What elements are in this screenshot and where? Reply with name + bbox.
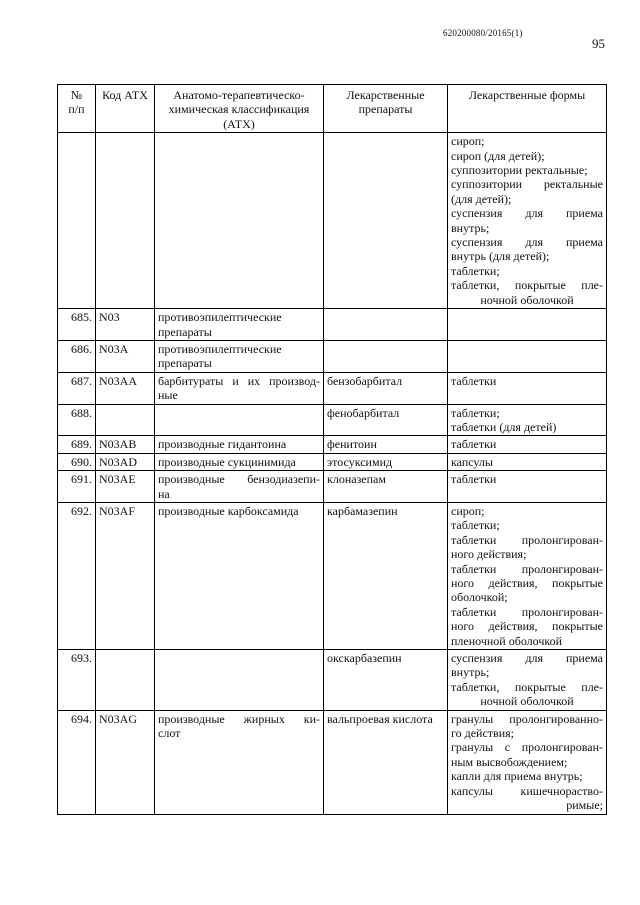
row-number: 692. xyxy=(58,502,96,649)
row-number: 694. xyxy=(58,710,96,814)
atx-classification xyxy=(155,502,324,649)
cell-line: фенобарбитал xyxy=(327,405,400,420)
cell-line: ночной оболочкой xyxy=(480,292,574,307)
cell-line: производные бензодиазепи- xyxy=(158,472,320,487)
page-number: 95 xyxy=(592,36,605,51)
cell-line: римые; xyxy=(566,798,603,813)
dosage-forms xyxy=(448,436,607,453)
cell-line: го действия; xyxy=(451,726,514,741)
cell-line: суппозитории ректальные xyxy=(451,177,603,192)
drug-name xyxy=(324,372,448,404)
dosage-forms xyxy=(448,404,607,436)
atx-classification xyxy=(155,133,324,309)
dosage-forms xyxy=(448,502,607,649)
atx-classification xyxy=(155,650,324,711)
table-row xyxy=(58,309,607,341)
dosage-forms xyxy=(448,133,607,309)
drug-name xyxy=(324,471,448,503)
cell-line: производные карбоксамида xyxy=(158,503,299,518)
row-number: 693. xyxy=(58,650,96,711)
cell-line: капсулы xyxy=(451,454,493,469)
drug-name xyxy=(324,340,448,372)
cell-line: пленочной оболочкой xyxy=(451,633,563,648)
cell-line: производные жирных ки- xyxy=(158,711,320,726)
cell-line: клоназепам xyxy=(327,472,386,487)
cell-line: таблетки xyxy=(451,373,497,388)
cell-line: сироп (для детей); xyxy=(451,148,545,163)
column-header-line: препараты xyxy=(358,102,413,117)
dosage-forms xyxy=(448,309,607,341)
drug-name xyxy=(324,502,448,649)
table-row xyxy=(58,372,607,404)
column-header-line: химическая классификация xyxy=(168,102,310,117)
atx-code: N03AB xyxy=(96,436,155,453)
table-row xyxy=(58,340,607,372)
atx-code: N03AG xyxy=(96,710,155,814)
table-row xyxy=(58,471,607,503)
cell-line: бензобарбитал xyxy=(327,373,403,388)
cell-line: внутрь; xyxy=(451,220,490,235)
row-number: 686. xyxy=(58,340,96,372)
cell-line: ного действия; xyxy=(451,547,527,562)
cell-line: внутрь (для детей); xyxy=(451,249,550,264)
cell-line: таблетки xyxy=(451,437,497,452)
cell-line: препараты xyxy=(158,356,212,371)
column-header-line: Анатомо-терапевтическо- xyxy=(173,88,305,102)
table-row xyxy=(58,404,607,436)
drug-name xyxy=(324,133,448,309)
column-header-drugs xyxy=(324,85,448,133)
column-header-num xyxy=(58,85,96,133)
cell-line: капсулы кишечнораство- xyxy=(451,783,603,798)
column-header-forms xyxy=(448,85,607,133)
column-header-line: № xyxy=(70,88,83,102)
cell-line: ные xyxy=(158,388,178,403)
atx-table xyxy=(57,84,607,815)
column-header-line: Лекарственные формы xyxy=(468,88,586,102)
drug-name xyxy=(324,309,448,341)
atx-code: N03 xyxy=(96,309,155,341)
column-header-classification xyxy=(155,85,324,133)
cell-line: таблетки, покрытые пле- xyxy=(451,278,603,293)
atx-classification xyxy=(155,404,324,436)
atx-classification xyxy=(155,340,324,372)
cell-line: на xyxy=(158,486,170,501)
atx-code: N03AE xyxy=(96,471,155,503)
cell-line: производные гидантоина xyxy=(158,437,287,452)
cell-line: капли для приема внутрь; xyxy=(451,769,583,784)
cell-line: оболочкой; xyxy=(451,590,508,605)
cell-line: сироп; xyxy=(451,503,485,518)
atx-classification xyxy=(155,471,324,503)
row-number: 689. xyxy=(58,436,96,453)
atx-code xyxy=(96,133,155,309)
table-row xyxy=(58,650,607,711)
cell-line: таблетки пролонгирован- xyxy=(451,561,603,576)
atx-classification xyxy=(155,453,324,470)
cell-line: вальпроевая кислота xyxy=(327,711,433,726)
drug-name xyxy=(324,436,448,453)
column-header-line: п/п xyxy=(68,102,85,117)
cell-line: препараты xyxy=(158,324,212,339)
drug-name xyxy=(324,404,448,436)
row-number xyxy=(58,133,96,309)
cell-line: внутрь; xyxy=(451,665,490,680)
column-header-line: (АТХ) xyxy=(223,116,255,131)
cell-line: суспензия для приема xyxy=(451,206,603,221)
atx-code: N03AF xyxy=(96,502,155,649)
table-row xyxy=(58,710,607,814)
cell-line: ного действия, покрытые xyxy=(451,576,603,590)
column-header-code xyxy=(96,85,155,133)
cell-line: таблетки xyxy=(451,472,497,487)
cell-line: ным высвобождением; xyxy=(451,754,568,769)
cell-line: таблетки; xyxy=(451,263,500,278)
row-number: 685. xyxy=(58,309,96,341)
cell-line: противоэпилептические xyxy=(158,310,282,325)
cell-line: суппозитории ректальные; xyxy=(451,163,588,178)
atx-code: N03AA xyxy=(96,372,155,404)
atx-code xyxy=(96,404,155,436)
cell-line: гранулы с пролонгирован- xyxy=(451,740,603,755)
document-id: 620200080/20165(1) xyxy=(443,28,523,38)
row-number: 691. xyxy=(58,471,96,503)
atx-classification xyxy=(155,309,324,341)
cell-line: таблетки (для детей) xyxy=(451,419,557,434)
drug-name xyxy=(324,453,448,470)
cell-line: суспензия для приема xyxy=(451,651,603,666)
atx-classification xyxy=(155,372,324,404)
row-number: 687. xyxy=(58,372,96,404)
cell-line: (для детей); xyxy=(451,191,512,206)
cell-line: противоэпилептические xyxy=(158,341,282,356)
dosage-forms xyxy=(448,340,607,372)
atx-code: N03A xyxy=(96,340,155,372)
dosage-forms xyxy=(448,650,607,711)
cell-line: ного действия, покрытые xyxy=(451,619,603,634)
cell-line: таблетки пролонгирован- xyxy=(451,604,603,619)
cell-line: производные сукцинимида xyxy=(158,454,296,469)
cell-line: этосуксимид xyxy=(327,454,393,469)
cell-line: окскарбазепин xyxy=(327,651,402,666)
cell-line: гранулы пролонгированно- xyxy=(451,711,603,726)
table-row xyxy=(58,133,607,309)
row-number: 688. xyxy=(58,404,96,436)
cell-line: таблетки; xyxy=(451,518,500,533)
cell-line: таблетки, покрытые пле- xyxy=(451,679,603,694)
atx-classification xyxy=(155,710,324,814)
dosage-forms xyxy=(448,372,607,404)
dosage-forms xyxy=(448,471,607,503)
table-body xyxy=(58,133,607,814)
cell-line: сироп; xyxy=(451,134,485,149)
cell-line: таблетки; xyxy=(451,405,500,420)
cell-line: барбитураты и их производ- xyxy=(158,373,320,388)
table-row xyxy=(58,502,607,649)
drug-name xyxy=(324,650,448,711)
column-header-line: Лекарственные xyxy=(346,88,425,102)
cell-line: суспензия для приема xyxy=(451,235,603,250)
cell-line: ночной оболочкой xyxy=(480,694,574,709)
row-number: 690. xyxy=(58,453,96,470)
dosage-forms xyxy=(448,453,607,470)
table-row xyxy=(58,436,607,453)
atx-classification xyxy=(155,436,324,453)
cell-line: карбамазепин xyxy=(327,503,398,518)
drug-name xyxy=(324,710,448,814)
table-row xyxy=(58,453,607,470)
cell-line: слот xyxy=(158,726,181,741)
dosage-forms xyxy=(448,710,607,814)
cell-line: таблетки пролонгирован- xyxy=(451,532,603,547)
atx-code: N03AD xyxy=(96,453,155,470)
cell-line: фенитоин xyxy=(327,437,377,452)
column-header-line: Код АТХ xyxy=(102,88,148,102)
atx-code xyxy=(96,650,155,711)
table-header-row xyxy=(58,85,607,133)
